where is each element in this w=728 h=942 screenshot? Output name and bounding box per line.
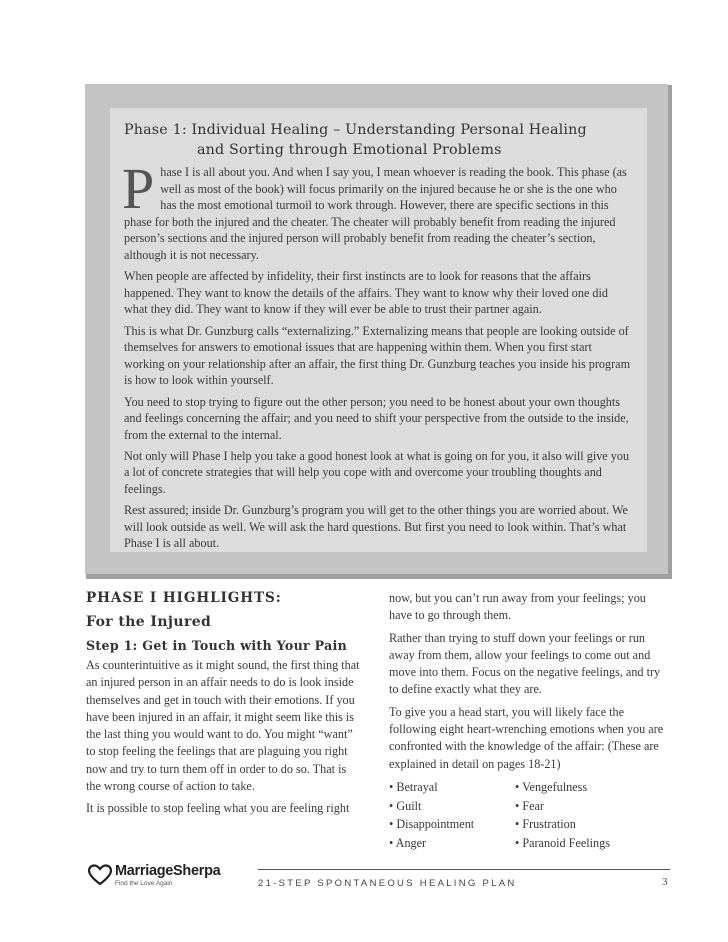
heart-icon [88,864,112,886]
logo-tagline: Find the Love Again [115,880,173,887]
body-paragraph: It is possible to stop feeling what you are feeling right [86,801,350,816]
footer-divider [258,869,670,870]
body-paragraph: Rather than trying to stuff down your feelings or run away from them, allow your feelings to come out and move into them. Focus on the negative feelings, and try to define exactly what they are. [389,630,661,697]
box-title-line1: Phase 1: Individual Healing – Understanding Personal Healing [124,122,587,138]
box-title-line2: and Sorting through Emotional Problems [197,142,502,158]
box-title [124,120,644,160]
drop-cap: P [122,156,155,221]
page-number: 3 [662,876,668,888]
list-item: • Guilt [389,798,422,813]
box-paragraph: This is what Dr. Gunzburg calls “externalizing.” Externalizing means that people are looking outside of themselves for answers to emotional issues that are happening within them. When you first start working on your relationship after an affair, the first thing Dr. Gunzburg teaches you inside his program is how to look within yourself. [124,323,631,388]
box-paragraph: Rest assured; inside Dr. Gunzburg’s program you will get to the other things you are worried about. We will look outside as well. We will ask the hard questions. But first you need to look within. That’s what Phase I is all about. [124,503,628,551]
footer-title: 21-STEP SPONTANEOUS HEALING PLAN [258,878,517,889]
list-item: • Frustration [515,817,576,832]
section-heading: PHASE I HIGHLIGHTS: [86,590,282,606]
box-body [122,156,632,557]
list-item: • Disappointment [389,817,475,832]
body-paragraph: As counterintuitive as it might sound, the first thing that an injured person in an affair needs to do is look inside themselves and get in touch with their emotions. If you have been injured in an affair, it might seem like this is the last thing you would want to do. You might “want” to stop feeling the feelings that are plaguing you right now and try to turn them off in order to do so. That is the wrong course of action to take. [86,658,360,794]
marriage-sherpa-logo [88,862,238,892]
list-item: • Fear [515,798,544,813]
emotions-list [389,779,669,852]
list-item: • Anger [389,835,427,850]
section-subheading: For the Injured [86,614,212,630]
body-paragraph: now, but you can’t run away from your feelings; you have to go through them. [389,591,646,623]
right-column [389,590,669,852]
box-paragraph: Phase I is all about you. And when I say you, I mean whoever is reading the book. This phase (as well as most of the book) will focus primarily on the injured because he or she is the one who has the most emotional turmoil to work through. However, there are specific sections in this phase for both the injured and the cheater. The cheater will probably benefit from reading the injured person’s sections and the injured person will probably benefit from reading the cheater’s section, although it is not necessary. [122,156,627,262]
box-paragraph: You need to stop trying to figure out the other person; you need to be honest about your own thoughts and feelings concerning the affair; and you need to shift your perspective from the outside to the inside, from the external to the internal. [124,394,629,442]
logo-name: MarriageSherpa [115,863,221,879]
list-item: • Paranoid Feelings [515,835,610,850]
step-heading: Step 1: Get in Touch with Your Pain [86,638,348,653]
body-paragraph: To give you a head start, you will likely face the following eight heart-wrenching emotions when you are confronted with the knowledge of the affair: (These are explained in detail on pages 18-21) [389,704,664,771]
box-paragraph: Not only will Phase I help you take a good honest look at what is going on for you, it also will give you a lot of concrete strategies that will help you cope with and overcome your troubling thoughts and feelings. [124,448,630,497]
box-paragraph: When people are affected by infidelity, their first instincts are to look for reasons that the affairs happened. They want to know the details of the affairs. They want to know why their loved one did what they did. They want to know if they will ever be able to trust their partner again. [124,269,609,317]
list-item: • Vengefulness [515,779,588,794]
left-column [86,588,364,823]
list-item: • Betrayal [389,779,438,794]
